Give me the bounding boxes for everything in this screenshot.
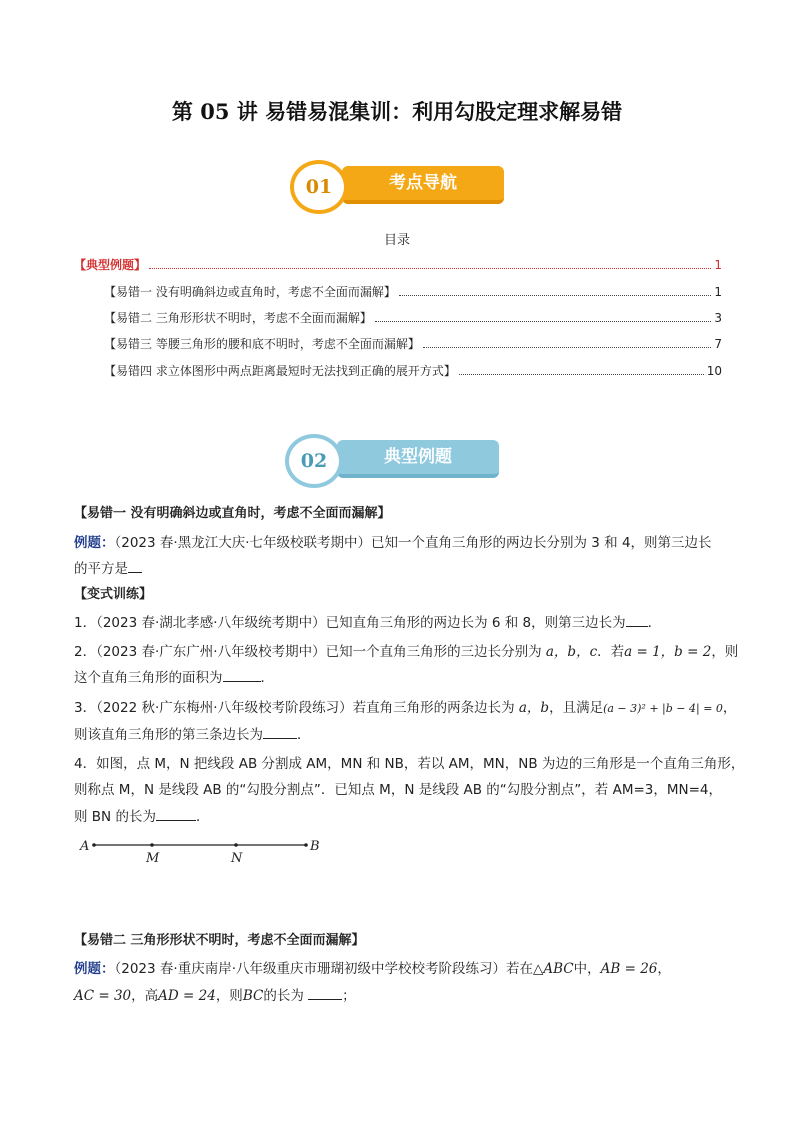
example-text: ，高 bbox=[131, 988, 159, 1004]
math-expr: AC = 30 bbox=[74, 988, 132, 1004]
banner-label: 典型例题 bbox=[337, 440, 499, 478]
math-expr: AD = 24 bbox=[158, 988, 216, 1004]
example-text: ； bbox=[342, 988, 356, 1004]
question-4-line2: 则称点 M，N 是线段 AB 的“勾股分割点”．已知点 M，N 是线段 AB 的“勾股分割点”，若 AM=3，MN=4， bbox=[74, 782, 723, 798]
example-label: 例题： bbox=[74, 961, 115, 977]
banner-label: 考点导航 bbox=[342, 166, 504, 204]
math-expr: △ABC bbox=[532, 961, 574, 977]
math-expr: AB = 26 bbox=[600, 961, 658, 977]
segment-figure bbox=[76, 834, 326, 866]
question-text: 3．（2022 秋·广东梅州·八年级校考阶段练习）若直角三角形的两条边长为 bbox=[74, 700, 515, 716]
toc-leader bbox=[149, 258, 711, 269]
question-4: 4．如图，点 M，N 把线段 AB 分割成 AM，MN 和 NB，若以 AM，MN，NB 为边的三角形是一个直角三角形， bbox=[74, 756, 745, 772]
answer-blank[interactable] bbox=[223, 669, 261, 682]
question-3 bbox=[74, 699, 736, 718]
toc-entry-label: 【易错三 等腰三角形的腰和底不明时，考虑不全面而漏解】 bbox=[104, 337, 420, 351]
toc-leader bbox=[375, 311, 712, 322]
toc-leader bbox=[399, 285, 712, 296]
example-text: （2023 春·黑龙江大庆·七年级校联考期中）已知一个直角三角形的两边长分别为 3 和 4，则第三边长 bbox=[114, 535, 712, 551]
toc-page-number: 1 bbox=[714, 258, 722, 272]
example-text: ， bbox=[657, 961, 671, 977]
label-m: M bbox=[146, 851, 160, 866]
math-expr: a，b，c bbox=[545, 644, 598, 660]
example-line bbox=[74, 560, 142, 578]
toc-page-number: 1 bbox=[714, 285, 722, 299]
question-text: 2．（2023 春·广东广州·八年级校考期中）已知一个直角三角形的三边长分别为 bbox=[74, 644, 542, 660]
example-text: 中， bbox=[573, 961, 601, 977]
question-text: ．若 bbox=[597, 644, 625, 660]
point-a bbox=[92, 843, 96, 847]
point-n bbox=[234, 843, 238, 847]
question-text: 1．（2023 春·湖北孝感·八年级统考期中）已知直角三角形的两边长为 6 和 8，则第三边长为 bbox=[74, 615, 626, 631]
example-text: （2023 春·重庆南岸·八年级重庆市珊瑚初级中学校校考阶段练习）若在 bbox=[114, 961, 533, 977]
question-text: 则该直角三角形的第三条边长为 bbox=[74, 727, 263, 743]
section-banner-navigation bbox=[290, 160, 510, 206]
toc-entry-label: 【易错四 求立体图形中两点距离最短时无法找到正确的展开方式】 bbox=[104, 364, 456, 378]
example-line bbox=[74, 987, 356, 1005]
answer-blank[interactable] bbox=[308, 987, 342, 1000]
example-line bbox=[74, 534, 712, 552]
question-text: ，且满足 bbox=[549, 700, 604, 716]
toc-leader bbox=[459, 364, 704, 375]
toc-entry-label: 【易错二 三角形形状不明时，考虑不全面而漏解】 bbox=[104, 311, 372, 325]
label-a: A bbox=[80, 839, 90, 854]
label-b: B bbox=[310, 839, 320, 854]
section-banner-examples bbox=[285, 434, 505, 480]
question-4-line3: 则 BN 的长为 ． bbox=[74, 809, 210, 825]
answer-blank[interactable] bbox=[128, 560, 142, 573]
practice-heading: 【变式训练】 bbox=[74, 587, 153, 602]
question-2-line2: 这个直角三角形的面积为 ． bbox=[74, 670, 274, 686]
label-n: N bbox=[231, 851, 243, 866]
toc-entry[interactable] bbox=[104, 283, 722, 299]
question-text: ，则 bbox=[711, 644, 739, 660]
page-title: 第 05 讲 易错易混集训：利用勾股定理求解易错 bbox=[171, 99, 623, 124]
toc-main-label: 【典型例题】 bbox=[74, 258, 147, 272]
point-b bbox=[304, 843, 308, 847]
question-2 bbox=[74, 643, 738, 661]
toc-entry[interactable] bbox=[104, 309, 722, 325]
toc-page-number: 7 bbox=[714, 337, 722, 351]
example-line bbox=[74, 960, 671, 978]
math-expr: a，b bbox=[518, 700, 550, 716]
answer-blank[interactable] bbox=[263, 726, 297, 739]
section-heading: 【易错二 三角形形状不明时，考虑不全面而漏解】 bbox=[74, 933, 365, 948]
point-m bbox=[150, 843, 154, 847]
question-text: 这个直角三角形的面积为 bbox=[74, 670, 223, 686]
question-3-line2: 则该直角三角形的第三条边长为 ． bbox=[74, 727, 311, 743]
toc-page-number: 10 bbox=[706, 364, 722, 378]
banner-number: 02 bbox=[285, 434, 343, 488]
answer-blank[interactable] bbox=[626, 614, 648, 627]
math-expr: (a − 3)² + |b − 4| = 0 bbox=[603, 702, 723, 715]
math-expr: a = 1，b = 2 bbox=[624, 644, 712, 660]
question-text: 则 BN 的长为 bbox=[74, 809, 156, 825]
toc-page-number: 3 bbox=[714, 311, 722, 325]
toc-leader bbox=[423, 337, 712, 348]
toc-entry[interactable] bbox=[104, 335, 722, 351]
example-text: 的平方是 bbox=[74, 561, 128, 577]
example-text: 的长为 bbox=[263, 988, 304, 1004]
toc-heading: 目录 bbox=[383, 233, 410, 248]
toc-main-entry[interactable] bbox=[74, 256, 722, 272]
section-heading: 【易错一 没有明确斜边或直角时，考虑不全面而漏解】 bbox=[74, 506, 391, 521]
example-text: ，则 bbox=[215, 988, 243, 1004]
example-label: 例题： bbox=[74, 535, 115, 551]
question-1: 1．（2023 春·湖北孝感·八年级统考期中）已知直角三角形的两边长为 6 和 8，则第三边长为 ． bbox=[74, 615, 662, 631]
banner-number: 01 bbox=[290, 160, 348, 214]
math-expr: BC bbox=[242, 988, 264, 1004]
toc-entry-label: 【易错一 没有明确斜边或直角时，考虑不全面而漏解】 bbox=[104, 285, 396, 299]
answer-blank[interactable] bbox=[156, 808, 196, 821]
toc-entry[interactable] bbox=[104, 362, 722, 378]
question-text: ， bbox=[722, 700, 737, 716]
